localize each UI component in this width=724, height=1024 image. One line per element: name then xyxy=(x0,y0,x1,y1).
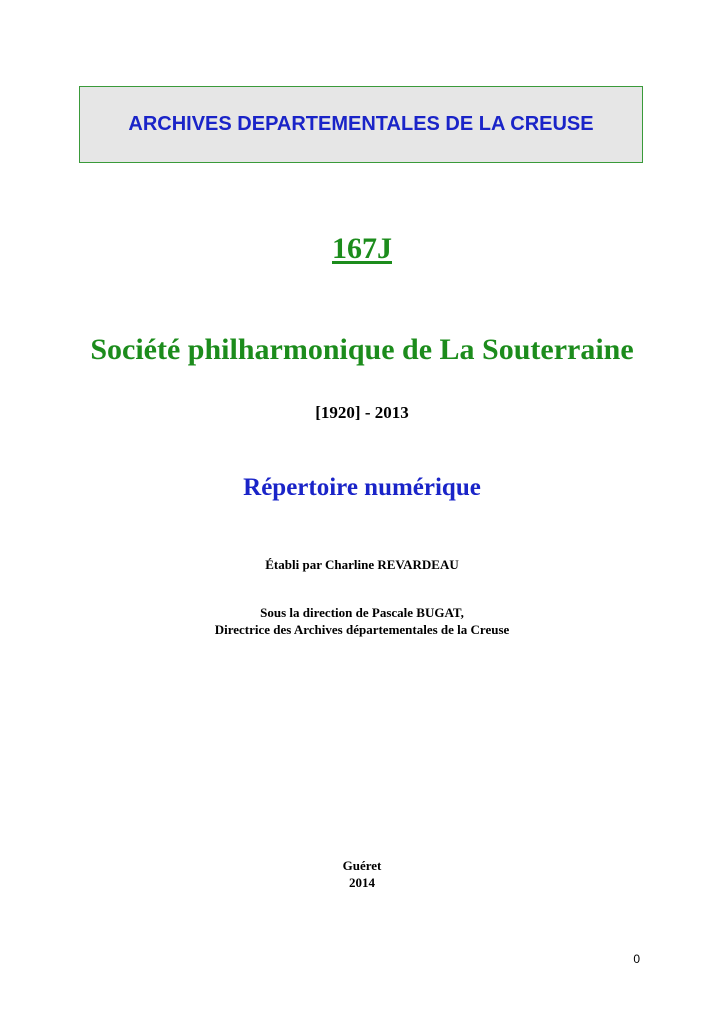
place: Guéret xyxy=(342,858,382,873)
fonds-code: 167J xyxy=(332,232,392,265)
date-range: [1920] - 2013 xyxy=(315,403,409,422)
archives-header-title: ARCHIVES DEPARTEMENTALES DE LA CREUSE xyxy=(128,113,594,135)
document-subtitle: Répertoire numérique xyxy=(243,474,481,501)
document-title: Société philharmonique de La Souterraine xyxy=(90,333,634,366)
page-number: 0 xyxy=(633,952,640,966)
author-line: Établi par Charline REVARDEAU xyxy=(265,557,459,572)
place-date-block xyxy=(0,857,724,891)
archives-header-box xyxy=(79,86,643,163)
direction-block xyxy=(0,604,724,638)
direction-line-1: Sous la direction de Pascale BUGAT, xyxy=(260,605,464,620)
direction-line-2: Directrice des Archives départementales de la Creuse xyxy=(214,622,510,637)
year: 2014 xyxy=(349,875,375,890)
